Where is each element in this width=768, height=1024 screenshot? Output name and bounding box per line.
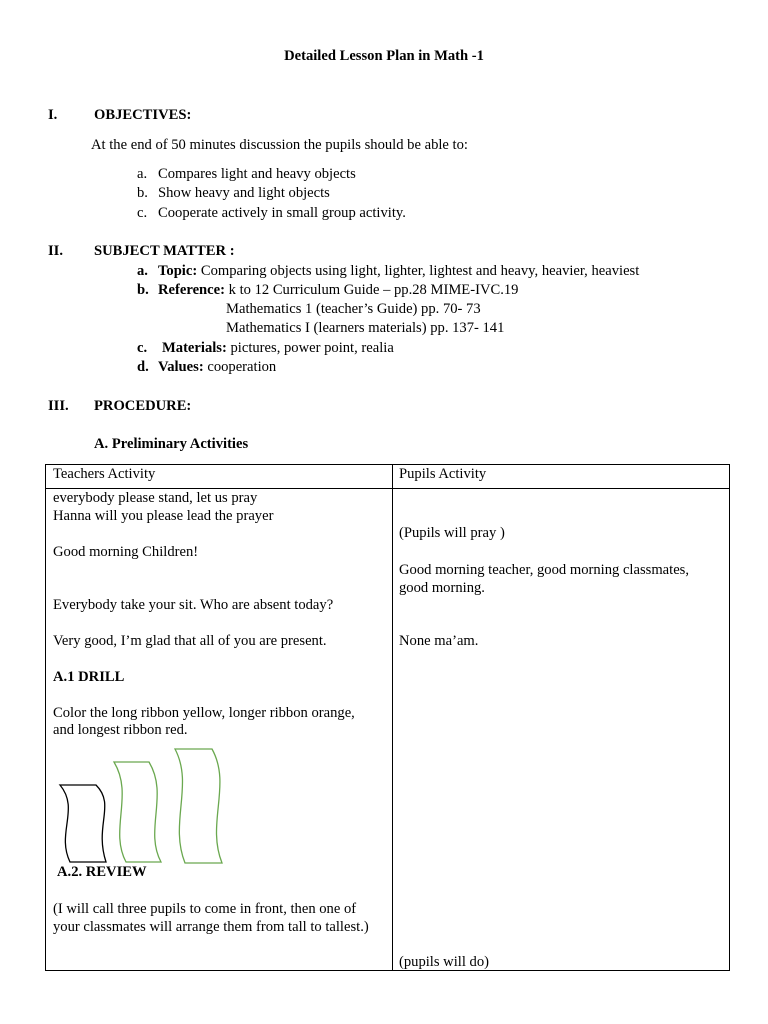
topic-line <box>158 263 639 280</box>
long-ribbon <box>60 785 106 862</box>
reference-value: k to 12 Curriculum Guide – pp.28 MIME-IVC.19 <box>224 282 519 298</box>
objectives-numeral: I. <box>48 107 58 123</box>
drill-heading: A.1 DRILL <box>53 669 125 685</box>
objective-letter: c. <box>137 205 148 221</box>
longer-ribbon <box>114 762 161 862</box>
teacher-line: (I will call three pupils to come in front, then one of <box>53 901 357 917</box>
reference-line-2: Mathematics 1 (teacher’s Guide) pp. 70- 73 <box>226 301 481 317</box>
teacher-line: Very good, I’m glad that all of you are present. <box>53 633 327 649</box>
materials-label: Materials: <box>162 340 227 356</box>
teacher-line: Good morning Children! <box>53 544 199 560</box>
teacher-line: Everybody take your sit. Who are absent today? <box>53 597 334 613</box>
procedure-numeral: III. <box>48 398 69 414</box>
preliminary-heading: A. Preliminary Activities <box>94 436 249 452</box>
header-divider <box>46 488 729 489</box>
activity-table <box>45 464 730 971</box>
subject-numeral: II. <box>48 243 64 259</box>
teacher-line: your classmates will arrange them from tall to tallest.) <box>53 919 369 935</box>
values-line <box>158 359 276 376</box>
values-value: cooperation <box>203 359 277 375</box>
teacher-line: and longest ribbon red. <box>53 722 188 738</box>
values-label: Values: <box>158 359 204 375</box>
objective-item: Show heavy and light objects <box>158 185 330 201</box>
pupil-line: Good morning teacher, good morning classmates, <box>399 562 690 578</box>
topic-value: Comparing objects using light, lighter, lightest and heavy, heavier, heaviest <box>197 263 640 279</box>
objective-letter: b. <box>137 185 148 201</box>
reference-line <box>158 282 518 299</box>
objectives-intro: At the end of 50 minutes discussion the pupils should be able to: <box>91 137 468 153</box>
reference-letter: b. <box>137 282 149 298</box>
teacher-line: Color the long ribbon yellow, longer ribbon orange, <box>53 705 355 721</box>
objective-item: Cooperate actively in small group activity. <box>158 205 406 221</box>
materials-line <box>162 340 394 357</box>
topic-label: Topic: <box>158 263 198 279</box>
column-divider <box>392 465 393 970</box>
materials-letter: c. <box>137 340 148 356</box>
objective-item: Compares light and heavy objects <box>158 166 356 182</box>
review-heading: A.2. REVIEW <box>57 864 147 880</box>
pupil-line: None ma’am. <box>399 633 479 649</box>
pupil-line: (pupils will do) <box>399 954 489 970</box>
col-header-pupil: Pupils Activity <box>399 466 487 482</box>
subject-heading: SUBJECT MATTER : <box>94 243 235 259</box>
topic-letter: a. <box>137 263 148 279</box>
document-title: Detailed Lesson Plan in Math -1 <box>284 48 484 64</box>
col-header-teacher: Teachers Activity <box>53 466 156 482</box>
materials-value: pictures, power point, realia <box>226 340 394 356</box>
reference-line-3: Mathematics I (learners materials) pp. 137- 141 <box>226 320 505 336</box>
procedure-heading: PROCEDURE: <box>94 398 192 414</box>
teacher-line: everybody please stand, let us pray <box>53 490 258 506</box>
teacher-line: Hanna will you please lead the prayer <box>53 508 274 524</box>
longest-ribbon <box>175 749 222 863</box>
pupil-line: good morning. <box>399 580 485 596</box>
pupil-line: (Pupils will pray ) <box>399 525 505 541</box>
objectives-heading: OBJECTIVES: <box>94 107 192 123</box>
objective-letter: a. <box>137 166 148 182</box>
ribbons-illustration <box>54 745 244 867</box>
values-letter: d. <box>137 359 149 375</box>
reference-label: Reference: <box>158 282 225 298</box>
